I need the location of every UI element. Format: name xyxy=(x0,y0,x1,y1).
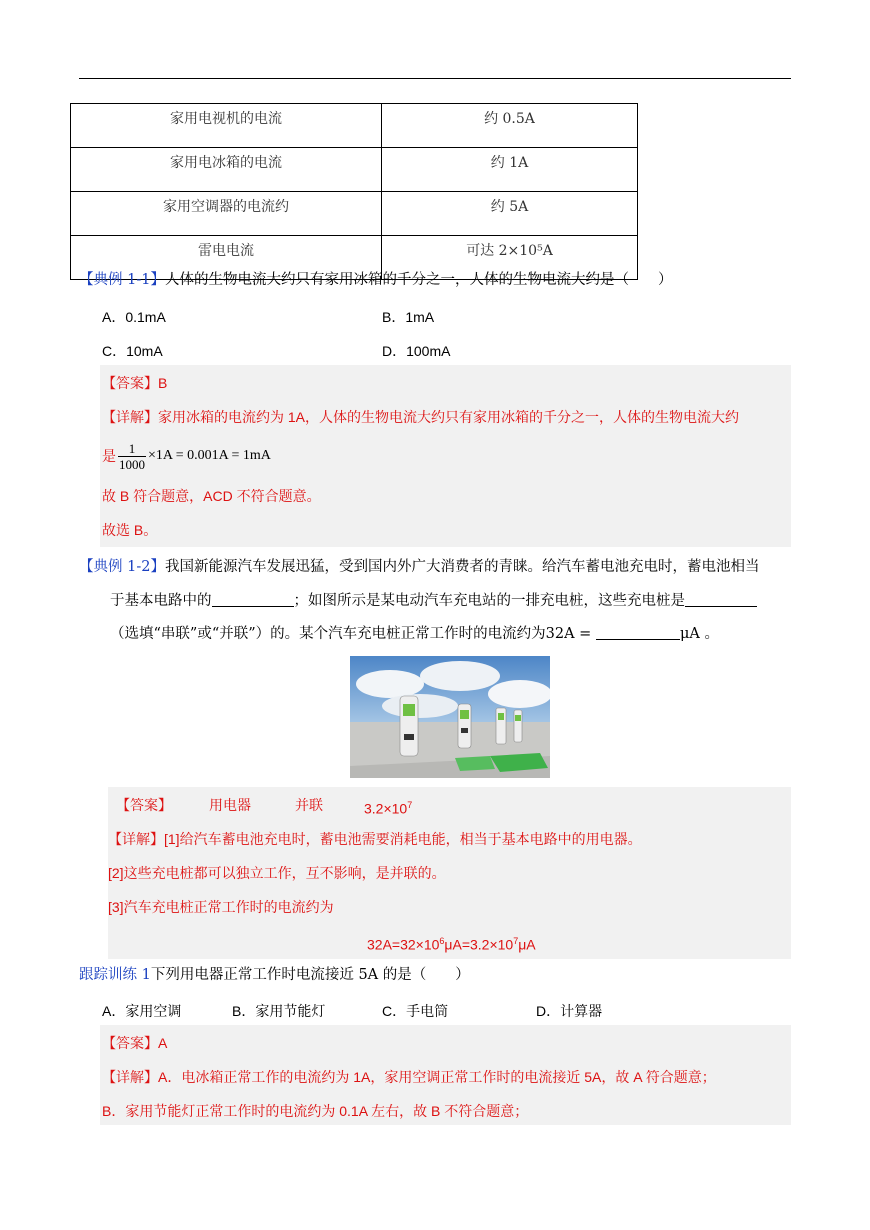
detail-1-1-line4: 故选 B。 xyxy=(102,522,158,538)
option-b: B．1mA xyxy=(382,309,435,325)
formula-part: μA xyxy=(518,936,536,953)
blank-2[interactable] xyxy=(685,592,757,607)
option-c: C．手电筒 xyxy=(382,1003,449,1019)
formula-part: 32A=32×10 xyxy=(367,936,440,953)
option-c: C．10mA xyxy=(102,343,163,359)
option-d: D．100mA xyxy=(382,343,451,359)
detail-1-2-line2: [2]这些充电桩都可以独立工作，互不影响，是并联的。 xyxy=(108,865,446,881)
table-cell-value: 可达 2×10⁵A xyxy=(382,236,638,280)
answer-item-1: 用电器 xyxy=(209,797,251,813)
answer-track-1: 【答案】A xyxy=(102,1035,168,1051)
example-tag: 【典例 1-1】 xyxy=(79,272,165,288)
fraction-denominator: 1000 xyxy=(119,456,145,472)
answer-exponent: 7 xyxy=(407,800,413,810)
detail-1-2-formula xyxy=(367,931,536,955)
question-text: （选填“串联”或“并联”）的。某个汽车充电桩正常工作时的电流约为32A = xyxy=(110,626,592,642)
formula-part: μA=3.2×10 xyxy=(444,936,514,953)
question-text: 人体的生物电流大约只有家用冰箱的千分之一，人体的生物电流大约是（ ） xyxy=(164,272,673,288)
current-reference-table xyxy=(70,103,638,280)
table-cell-item: 家用电冰箱的电流 xyxy=(71,148,382,192)
table-cell-value: 约 5A xyxy=(382,192,638,236)
question-text: ；如图所示是某电动汽车充电站的一排充电桩，这些充电桩是 xyxy=(293,593,685,609)
table-row xyxy=(71,192,638,236)
formula-rest: ×1A = 0.001A = 1mA xyxy=(148,448,271,463)
option-d: D．计算器 xyxy=(536,1003,603,1019)
table-cell-value: 约 0.5A xyxy=(382,104,638,148)
example-1-2-line3 xyxy=(110,624,800,644)
blank-1[interactable] xyxy=(212,592,294,607)
detail-track-1-line2: B．家用节能灯正常工作时的电流约为 0.1A 左右，故 B 不符合题意； xyxy=(102,1103,529,1119)
table-row xyxy=(71,104,638,148)
detail-label: 【详解】 xyxy=(102,409,158,425)
detail-1-2-line3: [3]汽车充电桩正常工作时的电流约为 xyxy=(108,899,334,915)
charging-station-illustration xyxy=(350,656,550,778)
detail-1-1-formula xyxy=(102,437,271,475)
detail-track-1-line1: 【详解】A．电冰箱正常工作的电流约为 1A，家用空调正常工作时的电流接近 5A，故 A 符合题意； xyxy=(102,1069,716,1085)
answer-label: 【答案】 xyxy=(116,797,172,813)
detail-1-1-line1 xyxy=(102,407,802,427)
table-cell-item: 家用电视机的电流 xyxy=(71,104,382,148)
detail-1-2-line1: 【详解】[1]给汽车蓄电池充电时，蓄电池需要消耗电能，相当于基本电路中的用电器。 xyxy=(108,831,642,847)
formula-prefix: 是 xyxy=(102,448,116,464)
answer-item-2: 并联 xyxy=(295,797,323,813)
answer-1-1: 【答案】B xyxy=(102,375,168,391)
header-rule xyxy=(79,78,791,79)
table-row xyxy=(71,148,638,192)
track-1-question xyxy=(79,965,799,985)
answer-item-3: 3.2×10 xyxy=(364,800,408,817)
question-text: 下列用电器正常工作时电流接近 5A 的是（ ） xyxy=(150,967,470,983)
option-a: A．家用空调 xyxy=(102,1003,182,1019)
question-text: 我国新能源汽车发展迅猛，受到国内外广大消费者的青睐。给汽车蓄电池充电时，蓄电池相当 xyxy=(164,559,760,575)
example-1-2-line1 xyxy=(79,557,799,577)
table-cell-item: 雷电电流 xyxy=(71,236,382,280)
formula-exponent: 7 xyxy=(513,936,519,946)
fraction-numerator: 1 xyxy=(128,440,136,456)
table-cell-item: 家用空调器的电流约 xyxy=(71,192,382,236)
option-a: A．0.1mA xyxy=(102,309,166,325)
question-text: 于基本电路中的 xyxy=(110,593,212,609)
example-tag: 【典例 1-2】 xyxy=(79,559,165,575)
detail-text: 家用冰箱的电流约为 1A，人体的生物电流大约只有家用冰箱的千分之一，人体的生物电流大约 xyxy=(158,409,740,425)
fraction xyxy=(118,441,146,472)
example-1-2-line2 xyxy=(110,591,800,611)
option-b: B．家用节能灯 xyxy=(232,1003,326,1019)
example-1-1-question xyxy=(79,270,799,290)
track-tag: 跟踪训练 1 xyxy=(79,967,151,983)
blank-3[interactable] xyxy=(596,625,680,640)
question-text: μA 。 xyxy=(679,626,719,642)
table-cell-value: 约 1A xyxy=(382,148,638,192)
formula-exponent: 6 xyxy=(439,936,445,946)
detail-1-1-line3: 故 B 符合题意，ACD 不符合题意。 xyxy=(102,488,321,504)
charging-station-photo xyxy=(350,656,550,778)
